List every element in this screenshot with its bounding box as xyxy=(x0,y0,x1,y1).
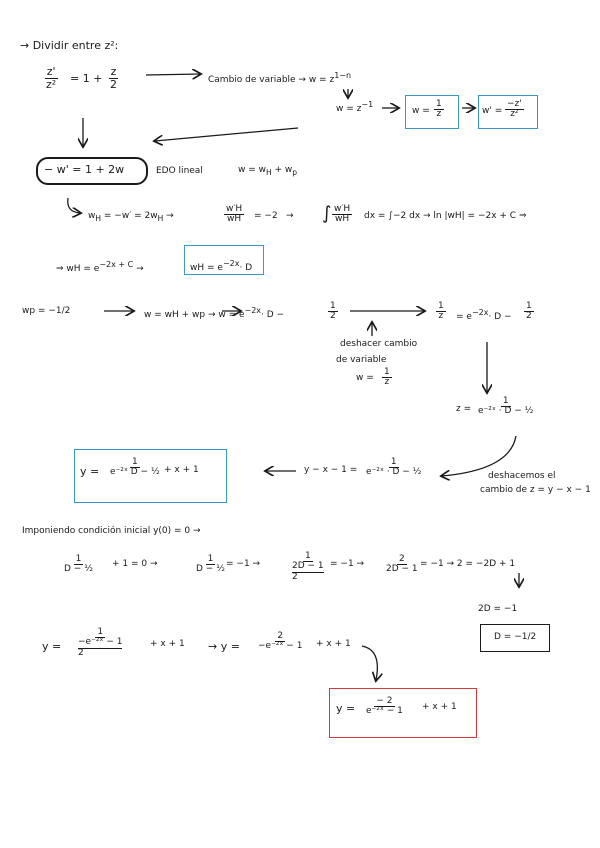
ic3-den: 2D − 1 xyxy=(292,561,324,572)
w-box1-fraction xyxy=(434,100,444,120)
y2-num: 2 xyxy=(277,631,284,641)
ymin-fraction xyxy=(364,458,423,478)
integral-sign: ∫ xyxy=(322,203,332,224)
ic4-den: 2D − 1 xyxy=(386,564,418,575)
undo-note-1: deshacer cambio xyxy=(340,339,418,349)
inv-half-den: 2 xyxy=(526,311,532,322)
w-box1-den: z xyxy=(436,109,442,120)
ic-result: D = −1/2 xyxy=(494,632,537,642)
y1-tail: + x + 1 xyxy=(150,639,185,649)
ic1-fraction xyxy=(62,555,95,575)
undo2-note-2: cambio de z = y − x − 1 xyxy=(480,485,591,495)
ic3-den-wrap xyxy=(290,562,326,582)
final-den: e⁻²ˣ − 1 xyxy=(366,706,403,717)
undo2-note-1: deshacemos el xyxy=(488,471,556,481)
y-result-lhs: y = xyxy=(80,465,100,478)
arrow-hook-hom xyxy=(68,198,80,213)
eq1-rhs: = 1 + xyxy=(70,72,103,85)
undo-den: z xyxy=(384,377,390,388)
y-result-den: e⁻²ˣ D − ½ xyxy=(110,467,160,478)
w-box2-fraction xyxy=(505,100,524,120)
y2-lhs: → y = xyxy=(208,640,240,653)
z-num: 1 xyxy=(502,396,509,406)
w-def: $w = z^{-1}$ xyxy=(336,100,374,114)
ic4-tail: = −1 → 2 = −2D + 1 xyxy=(420,559,516,569)
inv-lhs-fraction xyxy=(436,302,446,322)
ic3-den2: 2 xyxy=(292,571,298,582)
w-box2-den: z² xyxy=(510,109,519,120)
sol-h1: ⇒ wH = $e^{-2x + C}$ → xyxy=(56,260,144,274)
eq1-lhs-num: z' xyxy=(46,65,56,78)
inv-lhs-den: z xyxy=(438,311,444,322)
sol-h2: wH = $e^{-2x}\cdot D$ xyxy=(190,259,253,273)
z-den: e⁻²ˣ · D − ½ xyxy=(478,406,534,417)
eq1-lhs-fraction xyxy=(44,66,58,90)
undo-num: 1 xyxy=(384,367,390,377)
hom-frac-num: w′H xyxy=(226,204,243,214)
hom-line: $w_H = -w' = 2w_H$ → xyxy=(88,211,174,223)
ode-equation: − w' = 1 + 2w xyxy=(44,163,125,176)
ode-label: EDO lineal xyxy=(156,166,203,176)
hom-eq: = −2 xyxy=(254,211,278,221)
arrow-curve-final xyxy=(362,646,377,680)
w-full: w = wH + wp → $w = e^{-2x}\cdot D$ − xyxy=(144,306,285,320)
y1-den: −e⁻²ˣ − 1 xyxy=(78,637,123,648)
w-half-den: 2 xyxy=(330,311,336,322)
inv-rhs: = $e^{-2x}\cdot D$ − xyxy=(456,308,512,322)
ic2-fraction xyxy=(194,555,227,575)
change-var-label: Cambio de variable → $w = z^{1-n}$ xyxy=(208,71,352,85)
arrow-curve-back xyxy=(442,436,516,476)
inv-half-num: 1 xyxy=(526,301,532,311)
y2-den: −e⁻²ˣ − 1 xyxy=(258,641,303,652)
undo-note-3: w = xyxy=(356,373,374,383)
heading: → Dividir entre z²: xyxy=(20,39,119,52)
ymin-num: 1 xyxy=(390,457,397,467)
y1-den2: 2 xyxy=(78,647,84,658)
y-result-tail: + x + 1 xyxy=(164,465,199,475)
eq1-rhs-fraction xyxy=(108,66,119,90)
hom-arrow: → xyxy=(286,211,294,221)
final-fraction xyxy=(364,697,405,717)
ic2-den: D − ½ xyxy=(196,564,225,575)
eq1-rhs-num: z xyxy=(110,65,117,78)
int-rest: dx = ∫−2 dx → ln |wH| = −2x + C ⇒ xyxy=(364,211,527,221)
y1-fraction xyxy=(76,628,124,658)
y-result-num: 1 xyxy=(131,457,138,467)
ic-heading: Imponiendo condición inicial y(0) = 0 → xyxy=(22,526,201,536)
ode-sum: $w = w_H + w_p$ xyxy=(238,165,298,177)
w-half-num: 1 xyxy=(330,301,336,311)
hom-frac-den: wH xyxy=(227,214,242,225)
w-box2-num: −z' xyxy=(507,99,522,109)
ymin-den: e⁻²ˣ · D − ½ xyxy=(366,467,422,478)
y2-fraction xyxy=(256,632,304,652)
y1-den-wrap xyxy=(76,638,124,658)
undo-fraction xyxy=(382,368,392,388)
y1-num: 1 xyxy=(97,627,104,637)
ic2-num: 1 xyxy=(207,554,214,564)
undo-note-2: de variable xyxy=(336,355,387,365)
ic4-num: 2 xyxy=(398,554,405,564)
w-half-fraction xyxy=(328,302,338,322)
int-frac-num: w′H xyxy=(334,204,351,214)
hom-fraction xyxy=(224,205,244,225)
z-fraction xyxy=(476,397,535,417)
y-result-fraction xyxy=(108,458,162,478)
ic3-num: 1 xyxy=(304,551,311,561)
ic5: 2D = −1 xyxy=(478,604,518,614)
ic1-num: 1 xyxy=(75,554,82,564)
ic4-fraction xyxy=(384,555,420,575)
ic3-tail: = −1 → xyxy=(330,559,365,569)
ic1-tail: + 1 = 0 → xyxy=(112,559,158,569)
ic1-den: D − ½ xyxy=(64,564,93,575)
y-minus: y − x − 1 = xyxy=(304,465,358,475)
eq1-lhs-den: z² xyxy=(46,77,57,91)
int-fraction xyxy=(332,205,352,225)
y2-tail: + x + 1 xyxy=(316,639,351,649)
w-box1-lhs: w = xyxy=(412,106,430,116)
arrow-to-change-var xyxy=(146,74,200,75)
ic3-fraction xyxy=(290,552,326,582)
arrow-back-left xyxy=(155,128,298,141)
w-box1-num: 1 xyxy=(436,99,442,109)
eq1-rhs-den: 2 xyxy=(110,77,117,91)
inv-lhs-num: 1 xyxy=(438,301,444,311)
w-box2-lhs: w' = xyxy=(482,106,503,116)
final-num: − 2 xyxy=(376,696,393,706)
y1-lhs: y = xyxy=(42,640,62,653)
ic2-tail: = −1 → xyxy=(226,559,261,569)
final-lhs: y = xyxy=(336,702,356,715)
int-frac-den: wH xyxy=(335,214,350,225)
final-tail: + x + 1 xyxy=(422,702,457,712)
z-eq: z = xyxy=(456,404,472,414)
inv-half-fraction xyxy=(524,302,534,322)
wp-def: wp = −1/2 xyxy=(22,306,71,316)
